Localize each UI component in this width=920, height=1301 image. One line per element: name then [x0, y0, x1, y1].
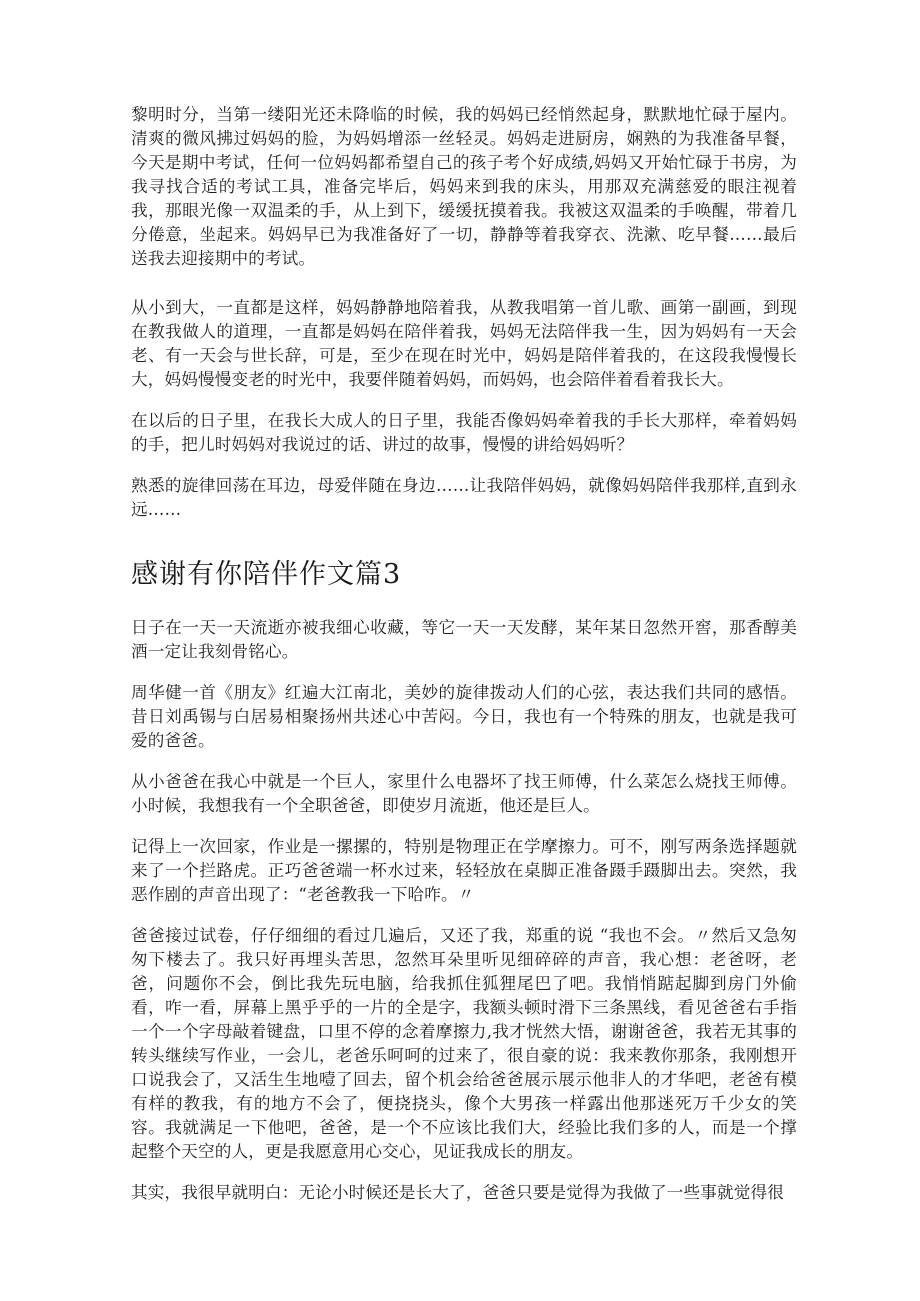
paragraph-familiar-melody: 熟悉的旋律回荡在耳边，母爱伴随在身边……让我陪伴妈妈，就像妈妈陪伴我那样,直到永远……	[131, 476, 797, 519]
paragraph-father-teaching: 爸爸接过试卷，仔仔细细的看过几遍后，又还了我，郑重的说 “我也不会。〃然后又急匆匆下楼去了。我只好再埋头苦思，忽然耳朵里听见细碎碎的声音，我心想：老爸呀，老爸，问题你不会，倒比我先玩电脑，给我抓住狐狸尾巴了吧。我悄悄踮起脚到房门外偷看，咋一看，屏幕上黑乎乎的一片的全是字，我额头顿时滑下三条黑线，看见爸爸右手指一个一个字母敲着键盘，口里不停的念着摩擦力,我才恍然大悟，谢谢爸爸，我若无其事的转头继续写作业，一会儿，老爸乐呵呵的过来了，很自豪的说：我来教你那条，我刚想开口说我会了，又活生生地噎了回去，留个机会给爸爸展示展示他非人的才华吧，老爸有模有样的教我，有的地方不会了，便挠挠头，像个大男孩一样露出他那迷死万千少女的笑容。我就满足一下他吧，爸爸，是一个不应该比我们大，经验比我们多的人，而是一个撑起整个天空的人，更是我愿意用心交心，见证我成长的朋友。	[131, 926, 797, 1161]
paragraph-homework-memory: 记得上一次回家，作业是一摞摞的，特别是物理正在学摩擦力。可不，刚写两条选择题就来了一个拦路虎。正巧爸爸端一杯水过来，轻轻放在桌脚正准备蹑手蹑脚出去。突然，我恶作剧的声音出现了：“老爸教我一下哈咋。〃	[131, 837, 797, 904]
paragraph-father-giant: 从小爸爸在我心中就是一个巨人，家里什么电器坏了找王师傅，什么菜怎么烧找王师傅。小时候，我想我有一个全职爸爸，即使岁月流逝，他还是巨人。	[131, 772, 797, 815]
section-heading: 感谢有你陪伴作文篇3	[131, 559, 402, 590]
paragraph-friends-song: 周华健一首《朋友》红遍大江南北，美妙的旋律拨动人们的心弦，表达我们共同的感悟。昔日刘禹锡与白居易相聚扬州共述心中苦闷。今日，我也有一个特殊的朋友，也就是我可爱的爸爸。	[131, 683, 797, 750]
paragraph-future-days: 在以后的日子里，在我长大成人的日子里，我能否像妈妈牵着我的手长大那样，牵着妈妈的手，把儿时妈妈对我说过的话、讲过的故事，慢慢的讲给妈妈听？	[131, 411, 797, 454]
paragraph-mother-companionship: 从小到大，一直都是这样，妈妈静静地陪着我，从教我唱第一首儿歌、画第一副画，到现在教我做人的道理，一直都是妈妈在陪伴着我，妈妈无法陪伴我一生，因为妈妈有一天会老、有一天会与世长辞，可是，至少在现在时光中，妈妈是陪伴着我的，在这段我慢慢长大，妈妈慢慢变老的时光中，我要伴随着妈妈，而妈妈，也会陪伴着看着我长大。	[131, 298, 797, 389]
paragraph-understanding: 其实，我很早就明白：无论小时候还是长大了，爸爸只要是觉得为我做了一些事就觉得很	[131, 1183, 785, 1202]
paragraph-mother-morning: 黎明时分，当第一缕阳光还未降临的时候，我的妈妈已经悄然起身，默默地忙碌于屋内。清爽的微风拂过妈妈的脸，为妈妈增添一丝轻灵。妈妈走进厨房，娴熟的为我准备早餐，今天是期中考试，任何一位妈妈都希望自己的孩子考个好成绩,妈妈又开始忙碌于书房，为我寻找合适的考试工具，准备完毕后，妈妈来到我的床头，用那双充满慈爱的眼注视着我，那眼光像一双温柔的手，从上到下，缓缓抚摸着我。我被这双温柔的手唤醒，带着几分倦意，坐起来。妈妈早已为我准备好了一切，静静等着我穿衣、洗漱、吃早餐……最后送我去迎接期中的考试。	[131, 105, 797, 268]
paragraph-days-passing: 日子在一天一天流逝亦被我细心收藏，等它一天一天发酵，某年某日忽然开窖，那香醇美酒一定让我刻骨铭心。	[131, 618, 797, 661]
document-page	[131, 103, 797, 1205]
